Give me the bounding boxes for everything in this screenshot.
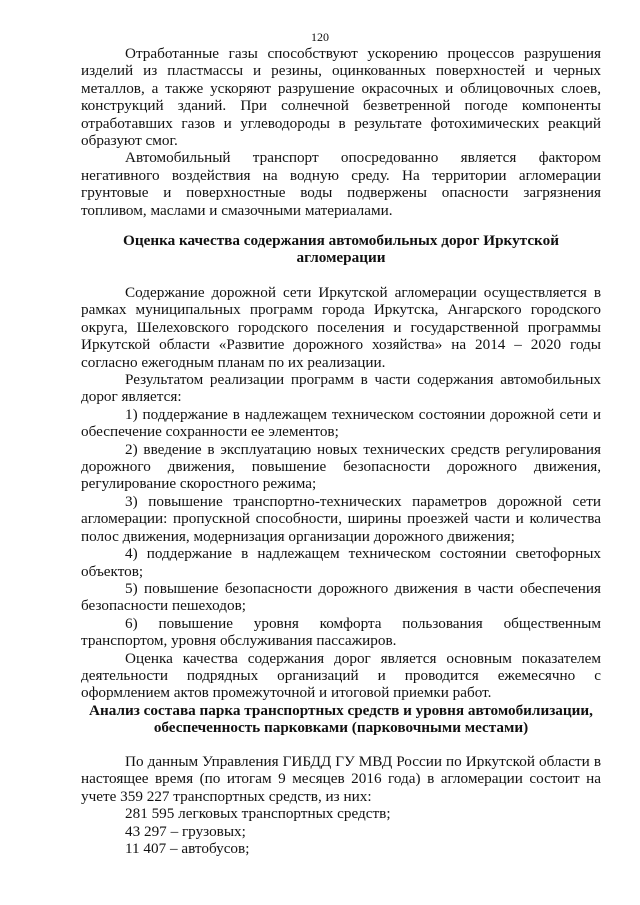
section-heading-line: Оценка качества содержания автомобильных дорог Иркутской [123,232,559,249]
section-heading-line: агломерации [296,249,386,267]
section1-body [81,284,601,702]
list-item: 3) повышение транспортно-технических параметров дорожной сети агломерации: пропускной способности, ширины проезжей части и количества полос движения, модернизация организации дорожного движения; [81,492,601,545]
list-item: 43 297 – грузовых; [125,822,246,840]
list-item: 6) повышение уровня комфорта пользования общественным транспортом, уровня обслуживания пассажиров. [81,614,601,650]
page-number: 120 [311,30,329,44]
section-heading-road-quality [81,232,601,267]
paragraph: Результатом реализации программ в части содержания автомобильных дорог является: [81,371,601,406]
paragraph: По данным Управления ГИБДД ГУ МВД России по Иркутской области в настоящее время (по итогам 9 месяцев 2016 года) в агломерации состоит на учете 359 227 транспортных средств, из них: [81,753,601,805]
list-item: 2) введение в эксплуатацию новых технических средств регулирования дорожного движения, повышение безопасности дорожного движения, регулирование скоростного режима; [81,440,601,493]
intro-paragraph-1: Отработанные газы способствуют ускорению процессов разрушения изделий из пластмассы и резины, оцинкованных поверхностей и черных металлов, а также ускоряют разрушение окрасочных и облицовочных слоев, конструкций зданий. При солнечной безветренной погоде компоненты отработавших газов и углеводороды в результате фотохимических реакций образуют смог. [81,45,601,150]
list-item: 5) повышение безопасности дорожного движения в части обеспечения безопасности пешеходов; [81,579,601,615]
paragraph: Оценка качества содержания дорог является основным показателем деятельности подрядных организаций и проводится ежемесячно с оформлением актов промежуточной и итоговой приемки работ. [81,649,601,702]
paragraph: Содержание дорожной сети Иркутской агломерации осуществляется в рамках муниципальных программ города Иркутска, Ангарского городского округа, Шелеховского городского поселения и государственной программы Иркутской области «Развитие дорожного хозяйства» на 2014 – 2020 годы согласно ежегодным планам по их реализации. [81,284,601,371]
list-item: 1) поддержание в надлежащем техническом состоянии дорожной сети и обеспечение сохранности ее элементов; [81,405,601,441]
list-item: 281 595 легковых транспортных средств; [125,805,391,823]
section-heading-vehicle-fleet [81,702,601,737]
intro-block [81,45,601,219]
intro-paragraph-2: Автомобильный транспорт опосредованно является фактором негативного воздействия на водную среду. На территории агломерации грунтовые и поверхностные воды подвержены опасности загрязнения топливом, маслами и смазочными материалами. [81,149,601,219]
section2-body [81,753,601,857]
list-item: 4) поддержание в надлежащем техническом состоянии светофорных объектов; [81,545,601,580]
section-heading-line: обеспеченность парковками (парковочными местами) [153,719,529,737]
section-heading-line: Анализ состава парка транспортных средств и уровня автомобилизации, [89,702,593,719]
list-item: 11 407 – автобусов; [125,840,250,858]
